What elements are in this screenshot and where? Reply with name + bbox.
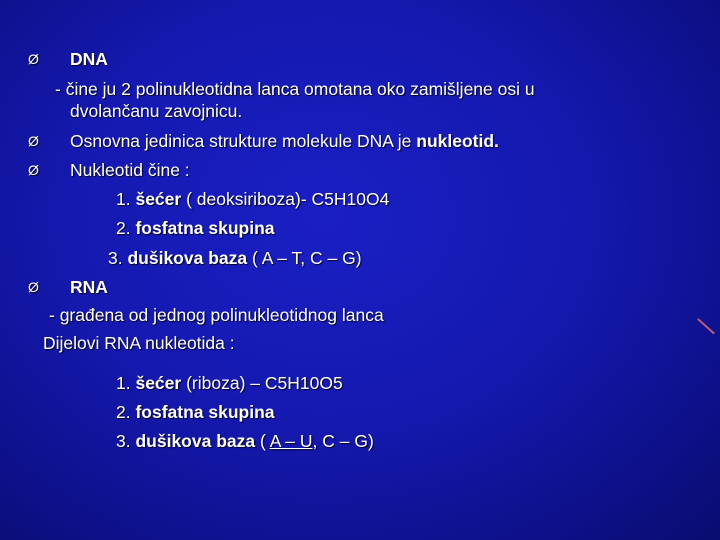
decorative-line xyxy=(697,318,714,334)
dna-basic-unit: Osnovna jedinica strukture molekule DNA je nukleotid. xyxy=(70,131,499,151)
dna-item-phosphate: 2. fosfatna skupina xyxy=(116,218,275,238)
rna-parts-label: Dijelovi RNA nukleotida : xyxy=(43,333,235,353)
bullet-arrow-icon: Ø xyxy=(28,279,39,295)
dna-description-line1: - čine ju 2 polinukleotidna lanca omotana oko zamišljene osi u xyxy=(55,79,535,99)
dna-item-sugar: 1. šećer ( deoksiriboza)- C5H10O4 xyxy=(116,189,390,209)
dna-description-line2: dvolančanu zavojnicu. xyxy=(70,101,243,121)
rna-description: - građena od jednog polinukleotidnog lanca xyxy=(49,305,384,325)
rna-heading: RNA xyxy=(70,277,108,297)
bullet-arrow-icon: Ø xyxy=(28,162,39,178)
dna-item-base: 3. dušikova baza ( A – T, C – G) xyxy=(108,248,362,268)
dna-heading: DNA xyxy=(70,49,108,69)
rna-item-base: 3. dušikova baza ( A – U, C – G) xyxy=(116,431,374,451)
rna-item-sugar: 1. šećer (riboza) – C5H10O5 xyxy=(116,373,343,393)
nucleotide-label: Nukleotid čine : xyxy=(70,160,190,180)
bullet-arrow-icon: Ø xyxy=(28,51,39,67)
rna-item-phosphate: 2. fosfatna skupina xyxy=(116,402,275,422)
bullet-arrow-icon: Ø xyxy=(28,133,39,149)
